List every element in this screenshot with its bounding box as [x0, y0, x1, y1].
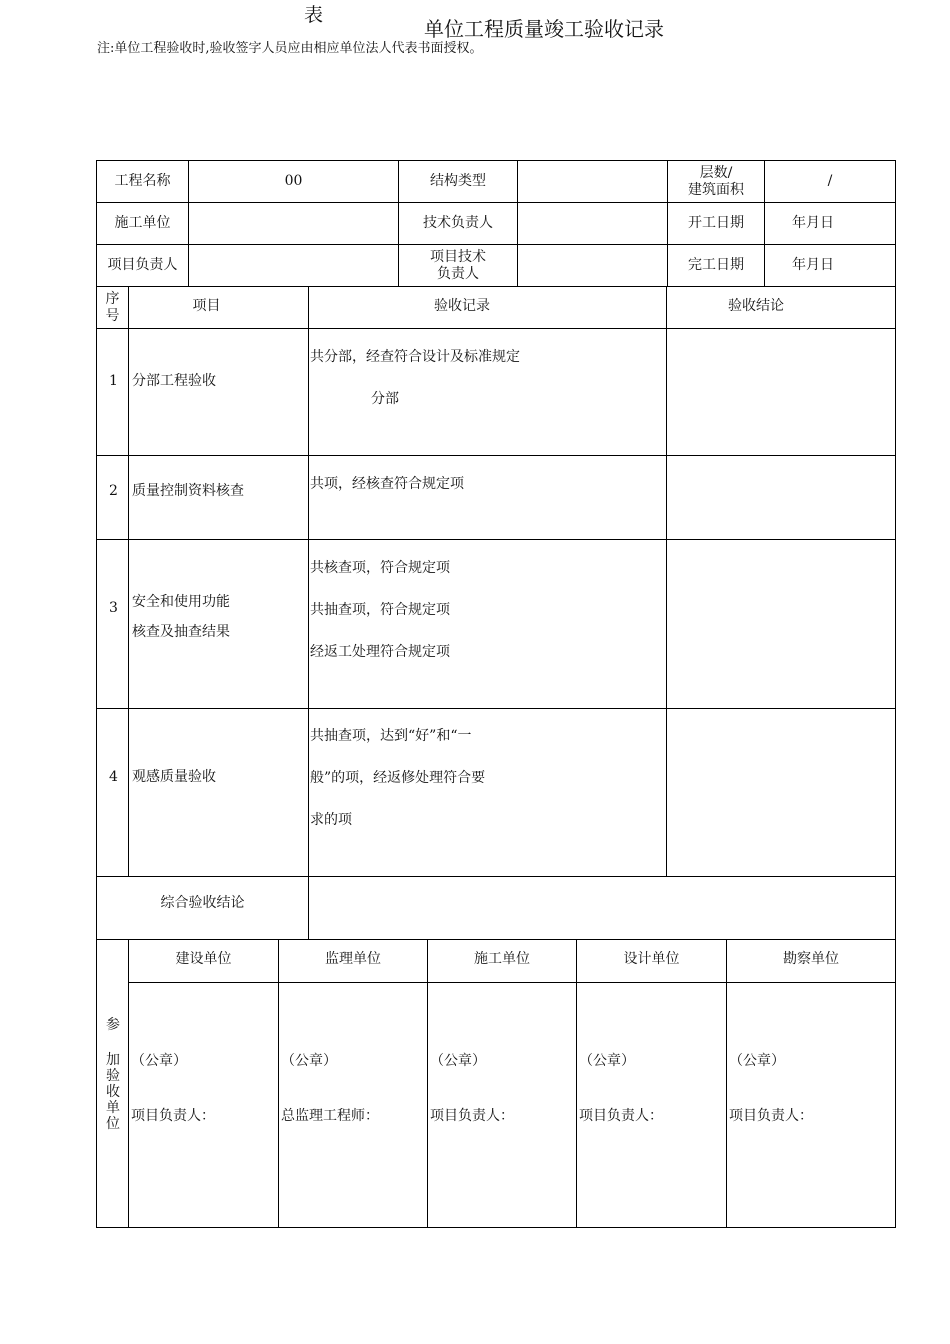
unit-name-design: 设计单位: [623, 950, 680, 967]
side-char: 位: [106, 1116, 120, 1132]
side-char: 收: [106, 1084, 120, 1100]
seq-header-line2: 号: [105, 307, 120, 324]
project-tech-leader-line2: 负责人: [437, 265, 479, 282]
seal-supervision: （公章）: [281, 1053, 337, 1069]
row-seq: 2: [109, 483, 118, 499]
construction-unit-label: 施工单位: [114, 215, 171, 231]
signer-contractor: 项目负责人：: [430, 1108, 514, 1124]
row-record-line: 共抽查项，符合规定项: [310, 602, 450, 618]
grid-line: [726, 939, 727, 1228]
row-seq: 1: [109, 373, 118, 389]
seal-contractor: （公章）: [430, 1053, 486, 1069]
row-item: 安全和使用功能: [132, 594, 230, 610]
seal-construction: （公章）: [131, 1053, 187, 1069]
unit-name-survey: 勘察单位: [783, 950, 839, 967]
signer-construction: 项目负责人：: [131, 1108, 215, 1124]
structure-type-label: 结构类型: [430, 173, 486, 189]
signer-survey: 项目负责人：: [729, 1108, 813, 1124]
grid-line: [427, 939, 428, 1228]
grid-line: [128, 939, 129, 1228]
project-name-value: 00: [284, 173, 303, 189]
tech-leader-label: 技术负责人: [423, 215, 493, 231]
grid-line: [96, 328, 896, 329]
row-record-line: 分部: [371, 391, 399, 407]
seq-header-line1: 序: [105, 290, 120, 307]
grid-line: [96, 539, 896, 540]
summary-label: 综合验收结论: [160, 894, 245, 911]
project-tech-leader-label: [399, 245, 517, 286]
tech-leader-value: [518, 203, 667, 244]
row-item: 分部工程验收: [132, 373, 216, 389]
unit-name-supervision: 监理单位: [325, 950, 381, 967]
seq-header: [97, 287, 128, 328]
page-title: 单位工程质量竣工验收记录: [424, 17, 664, 41]
end-date-value: 年月日: [792, 257, 834, 273]
conclusion-header: 验收结论: [728, 297, 784, 314]
row-record-line: 共项，经核查符合规定项: [310, 476, 464, 492]
row-record-line: 经返工处理符合规定项: [310, 644, 450, 660]
grid-line: [128, 982, 896, 983]
signer-supervision: 总监理工程师：: [281, 1108, 379, 1124]
record-header: 验收记录: [434, 297, 490, 314]
row-item: 观感质量验收: [132, 769, 216, 785]
row-record-line: 般”的项，经返修处理符合要: [310, 770, 486, 786]
start-date-value: 年月日: [792, 215, 834, 231]
row-record-line: 共分部，经查符合设计及标准规定: [310, 349, 520, 365]
row-seq: 3: [109, 600, 118, 616]
project-name-label: 工程名称: [114, 173, 171, 189]
project-leader-label: 项目负责人: [107, 257, 178, 273]
item-header: 项目: [192, 297, 221, 314]
seal-survey: （公章）: [729, 1053, 785, 1069]
grid-line: [576, 939, 577, 1228]
floors-label-line2: 建筑面积: [688, 181, 744, 198]
grid-line: [96, 455, 896, 456]
floors-area-label: [668, 161, 764, 202]
project-leader-value: [189, 245, 398, 286]
end-date-label: 完工日期: [688, 257, 744, 273]
side-char: 验: [106, 1068, 120, 1084]
floors-label-line1: 层数/: [699, 164, 733, 181]
construction-unit-value: [189, 203, 398, 244]
project-tech-leader-line1: 项目技术: [430, 248, 486, 265]
grid-line: [128, 286, 129, 876]
project-tech-leader-value: [518, 245, 667, 286]
side-char: 参: [106, 1017, 120, 1033]
grid-line: [96, 708, 896, 709]
authorization-note: 注:单位工程验收时,验收签字人员应由相应单位法人代表书面授权。: [97, 41, 483, 56]
grid-line: [308, 286, 309, 940]
grid-line: [666, 286, 667, 876]
row-item-line2: 核查及抽查结果: [132, 624, 230, 640]
table-label: 表: [304, 4, 324, 26]
floors-area-value: /: [827, 173, 833, 189]
side-char: 加: [106, 1052, 120, 1068]
row-item: 质量控制资料核查: [132, 483, 244, 499]
unit-name-construction: 建设单位: [175, 950, 232, 967]
row-seq: 4: [109, 769, 118, 785]
row-record-line: 共抽查项，达到“好”和“一: [310, 728, 472, 744]
grid-line: [96, 1227, 896, 1228]
row-record-line: 共核查项，符合规定项: [310, 560, 450, 576]
grid-line: [895, 160, 896, 1228]
side-char: 单: [106, 1100, 120, 1116]
row-record-line: 求的项: [310, 812, 352, 828]
seal-design: （公章）: [579, 1053, 635, 1069]
signer-design: 项目负责人：: [579, 1108, 663, 1124]
unit-name-contractor: 施工单位: [474, 950, 530, 967]
start-date-label: 开工日期: [688, 215, 744, 231]
grid-line: [278, 939, 279, 1228]
structure-type-value: [518, 161, 667, 202]
